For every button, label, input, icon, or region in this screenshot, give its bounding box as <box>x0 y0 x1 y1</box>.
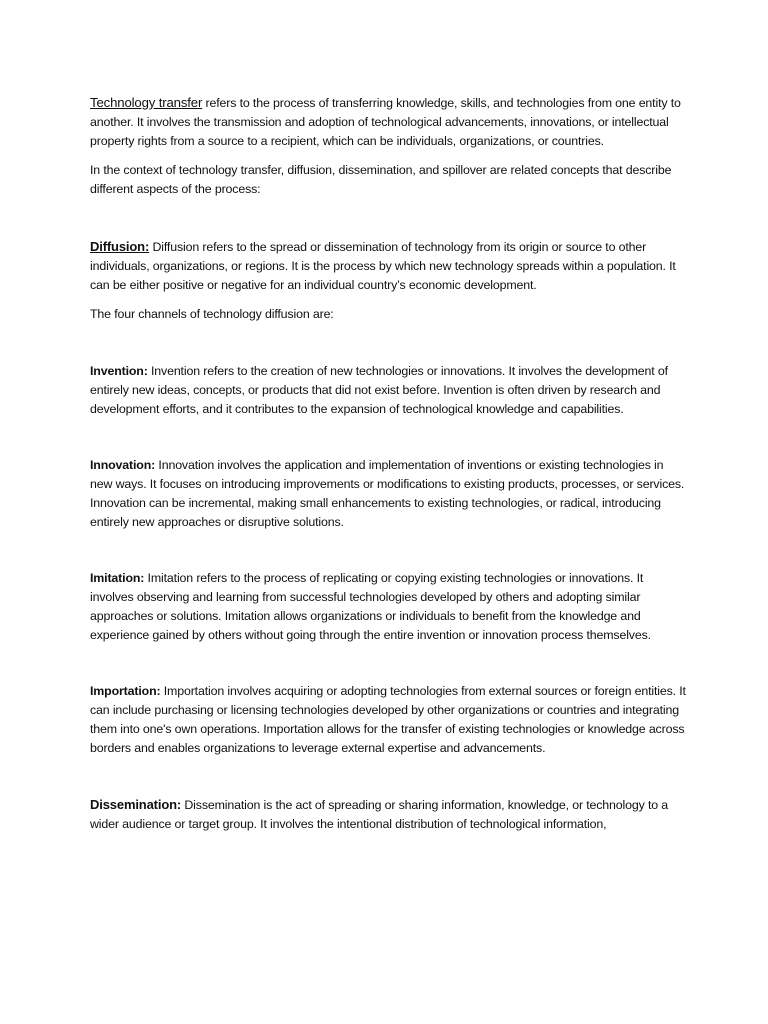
paragraph-importation <box>90 682 686 758</box>
paragraph-text: Invention refers to the creation of new technologies or innovations. It involves the development of entirely new ideas, concepts, or products that did not exist before. Invention is often driven by research and development efforts, and it contributes to the expansion of technological knowledge and capabilities. <box>90 364 668 416</box>
paragraph-innovation <box>90 456 686 532</box>
paragraph-text: Innovation involves the application and implementation of inventions or existing technologies in new ways. It focuses on introducing improvements or modifications to existing products, processes, or services. Innovation can be incremental, making small enhancements to existing technologies, or radical, introducing entirely new approaches or disruptive solutions. <box>90 458 685 529</box>
paragraph-text: The four channels of technology diffusion are: <box>90 307 334 321</box>
paragraph-dissemination <box>90 795 686 834</box>
paragraph-text: Dissemination is the act of spreading or sharing information, knowledge, or technology to a wider audience or target group. It involves the intentional distribution of technological information, <box>90 798 669 831</box>
paragraph-text: refers to the process of transferring knowledge, skills, and technologies from one entity to another. It involves the transmission and adoption of technological advancements, innovations, or intellectual property rights from a source to a recipient, which can be individuals, organizations, or countries. <box>90 96 681 148</box>
paragraph-text: In the context of technology transfer, diffusion, dissemination, and spillover are related concepts that describe different aspects of the process: <box>90 163 672 196</box>
term-innovation: Innovation: <box>90 458 156 472</box>
paragraph-invention <box>90 362 686 419</box>
paragraph-diffusion <box>90 237 686 295</box>
paragraph-text: Importation involves acquiring or adopting technologies from external sources or foreign entities. It can include purchasing or licensing technologies developed by other organizations or countries and integrating them into one's own operations. Importation allows for the transfer of existing technologies or knowledge across borders and enables organizations to leverage external expertise and advancements. <box>90 684 686 755</box>
paragraph-text: Imitation refers to the process of replicating or copying existing technologies or innovations. It involves observing and learning from successful technologies developed by others and adopting similar approaches or solutions. Imitation allows organizations or individuals to benefit from the knowledge and experience gained by others without going through the entire invention or innovation process themselves. <box>90 571 651 642</box>
term-importation: Importation: <box>90 684 161 698</box>
paragraph-four-channels <box>90 305 686 324</box>
term-invention: Invention: <box>90 364 148 378</box>
term-dissemination: Dissemination: <box>90 797 182 812</box>
paragraph-text: Diffusion refers to the spread or dissemination of technology from its origin or source to other individuals, organizations, or regions. It is the process by which new technology spreads within a population. It can be either positive or negative for an individual country’s economic development. <box>90 240 676 292</box>
paragraph-technology-transfer <box>90 93 686 151</box>
term-technology-transfer: Technology transfer <box>90 95 203 110</box>
paragraph-context <box>90 161 686 199</box>
term-diffusion: Diffusion: <box>90 239 150 254</box>
paragraph-imitation <box>90 569 686 645</box>
term-imitation: Imitation: <box>90 571 145 585</box>
document-page <box>90 93 686 834</box>
